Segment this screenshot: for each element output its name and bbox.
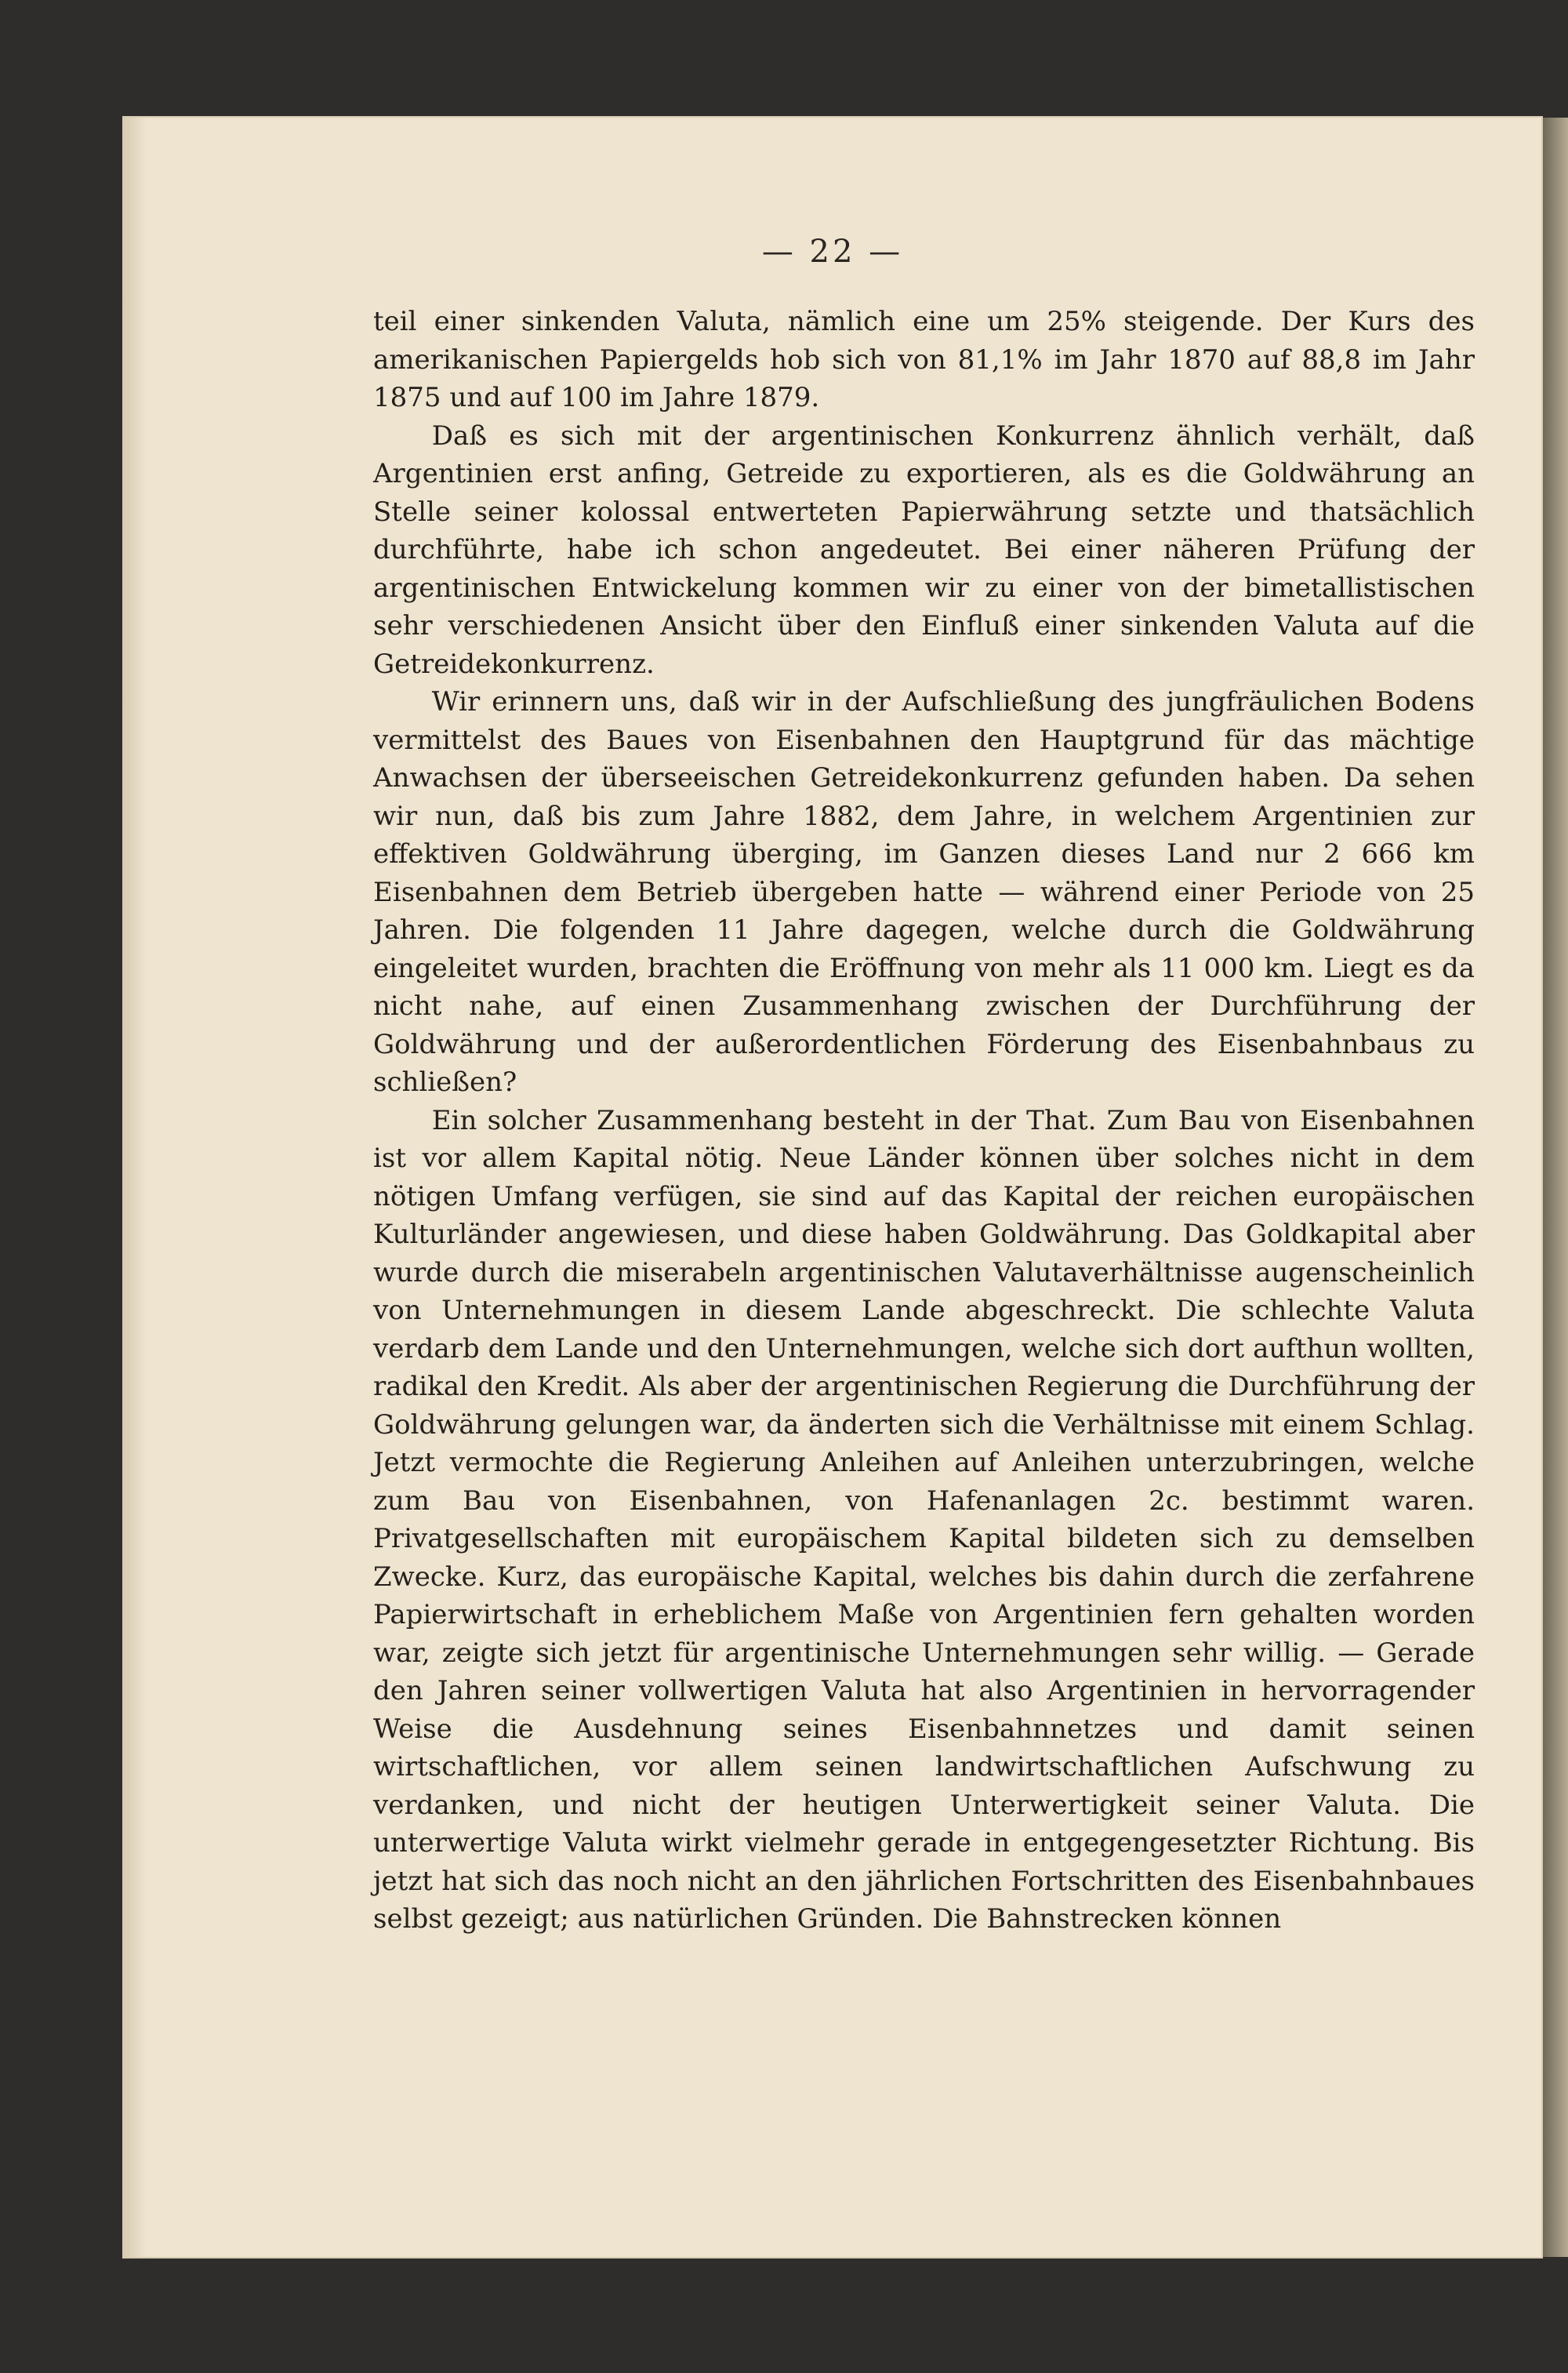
body-text [373, 303, 1475, 1939]
adjacent-page-edge [1541, 118, 1568, 2257]
paragraph: teil einer sinkenden Valuta, nämlich eine um 25% steigende. Der Kurs des amerikanischen Papiergelds hob sich von 81,1% im Jahr 1870 auf 88,8 im Jahr 1875 und auf 100 im Jahre 1879. [373, 306, 1475, 413]
page-gutter-shadow [124, 118, 147, 2257]
page-number: — 22 — [761, 234, 904, 270]
paragraph: Ein solcher Zusammenhang besteht in der That. Zum Bau von Eisenbahnen ist vor allem Kapital nötig. Neue Länder können über solches nicht in dem nötigen Umfang verfügen, sie sind auf das Kapital der reichen europäischen Kulturländer angewiesen, und diese haben Goldwährung. Das Goldkapital aber wurde durch die miserabeln argentinischen Valutaverhältnisse augenscheinlich von Unternehmungen in diesem Lande abgeschreckt. Die schlechte Valuta verdarb dem Lande und den Unternehmungen, welche sich dort aufthun wollten, radikal den Kredit. Als aber der argentinischen Regierung die Durchführung der Goldwährung gelungen war, da änderten sich die Verhältnisse mit einem Schlag. Jetzt vermochte die Regierung Anleihen auf Anleihen unterzubringen, welche zum Bau von Eisenbahnen, von Hafenanlagen 2c. bestimmt waren. Privatgesellschaften mit europäischem Kapital bildeten sich zu demselben Zwecke. Kurz, das europäische Kapital, welches bis dahin durch die zerfahrene Papierwirtschaft in erheblichem Maße von Argentinien fern gehalten worden war, zeigte sich jetzt für argentinische Unternehmungen sehr willig. — Gerade den Jahren seiner vollwertigen Valuta hat also Argentinien in hervorragender Weise die Ausdehnung seines Eisenbahnnetzes und damit seinen wirtschaftlichen, vor allem seinen landwirtschaftlichen Aufschwung zu verdanken, und nicht der heutigen Unterwertigkeit seiner Valuta. Die unterwertige Valuta wirkt vielmehr gerade in entgegengesetzter Richtung. Bis jetzt hat sich das noch nicht an den jährlichen Fortschritten des Eisenbahnbaues selbst gezeigt; aus natürlichen Gründen. Die Bahnstrecken können [373, 1104, 1475, 1935]
paragraph: Wir erinnern uns, daß wir in der Aufschließung des jungfräulichen Bodens vermittelst des Baues von Eisenbahnen den Hauptgrund für das mächtige Anwachsen der überseeischen Getreidekonkurrenz gefunden haben. Da sehen wir nun, daß bis zum Jahre 1882, dem Jahre, in welchem Argentinien zur effektiven Goldwährung überging, im Ganzen dieses Land nur 2 666 km Eisenbahnen dem Betrieb übergeben hatte — während einer Periode von 25 Jahren. Die folgenden 11 Jahre dagegen, welche durch die Goldwährung eingeleitet wurden, brachten die Eröffnung von mehr als 11 000 km. Liegt es da nicht nahe, auf einen Zusammenhang zwischen der Durchführung der Goldwährung und der außerordentlichen Förderung des Eisenbahnbaus zu schließen? [373, 686, 1475, 1098]
book-page [124, 118, 1541, 2257]
paragraph: Daß es sich mit der argentinischen Konkurrenz ähnlich verhält, daß Argentinien erst anfing, Getreide zu exportieren, als es die Goldwährung an Stelle seiner kolossal entwerteten Papierwährung setzte und thatsächlich durchführte, habe ich schon angedeutet. Bei einer näheren Prüfung der argentinischen Entwickelung kommen wir zu einer von der bimetallistischen sehr verschiedenen Ansicht über den Einfluß einer sinkenden Valuta auf die Getreidekonkurrenz. [373, 420, 1475, 680]
